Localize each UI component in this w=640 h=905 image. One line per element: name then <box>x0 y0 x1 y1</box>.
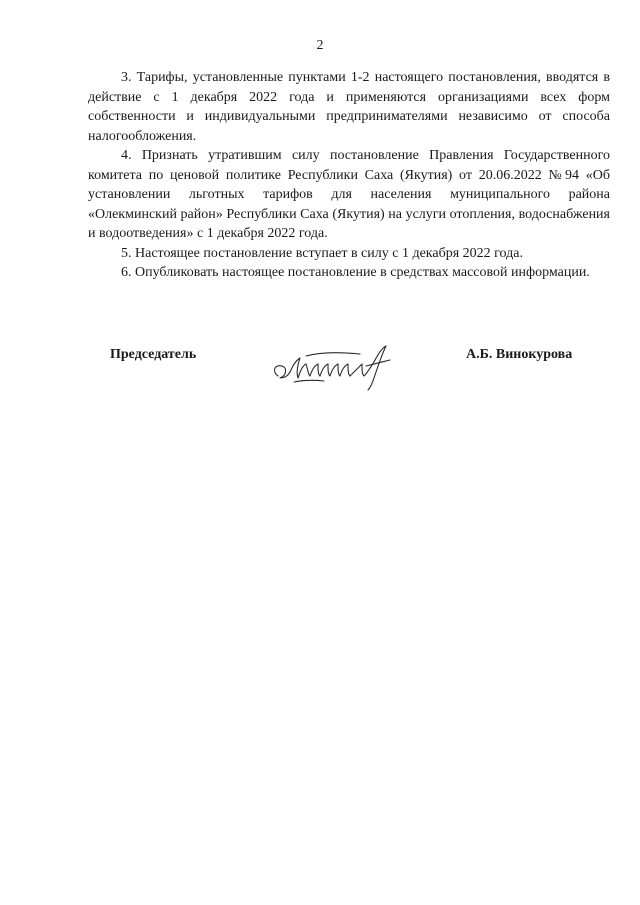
paragraph-4: 4. Признать утратившим силу постановление Правления Государственного комитета по ценовой политике Республики Саха (Якутия) от 20.06.2022 №94 «Об установлении льготных тарифов для населения муниципального района «Олекминский район» Республики Саха (Якутия) на услуги отопления, водоснабжения и водоотведения» с 1 декабря 2022 года. <box>88 148 610 241</box>
page-number: 2 <box>316 38 324 53</box>
handwritten-signature <box>270 342 400 394</box>
signatory-title: Председатель <box>110 347 197 362</box>
paragraph-6: 6. Опубликовать настоящее постановление в средствах массовой информации. <box>121 265 590 280</box>
signatory-name: А.Б. Винокурова <box>466 347 573 362</box>
paragraph-5: 5. Настоящее постановление вступает в силу с 1 декабря 2022 года. <box>121 245 523 261</box>
document-body <box>88 68 610 283</box>
signature-block <box>0 346 640 406</box>
paragraph-3: 3. Тарифы, установленные пунктами 1-2 настоящего постановления, вводятся в действие с 1 декабря 2022 года и применяются организациями всех форм собственности и индивидуальными предпринимателями независимо от способа налогообложения. <box>88 70 610 144</box>
